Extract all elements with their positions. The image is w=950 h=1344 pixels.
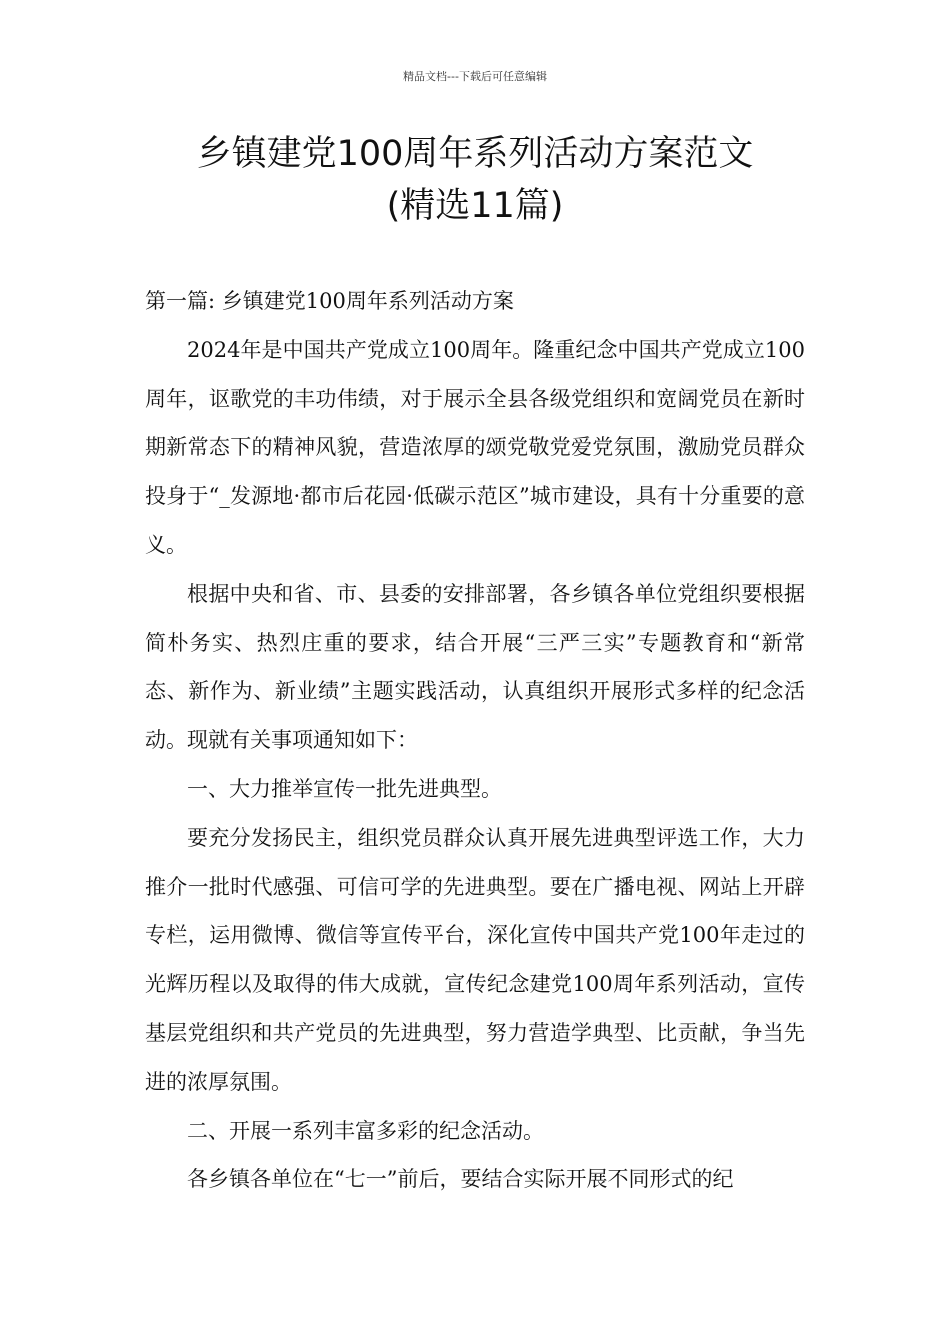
header-note: 精品文档---下载后可任意编辑: [403, 70, 547, 83]
item-heading-1: 一、大力推举宣传一批先进典型。: [187, 776, 502, 801]
paragraph-intro: 2024年是中国共产党成立100周年。隆重纪念中国共产党成立100周年，讴歌党的丰功伟绩，对于展示全县各级党组织和宽阔党员在新时期新常态下的精神风貌，营造浓厚的颂党敬党爱党氛围，激励党员群众投身于“_发源地·都市后花园·低碳示范区”城市建设，具有十分重要的意义。: [145, 337, 805, 557]
document-body: [145, 277, 805, 1204]
section-heading: 第一篇: 乡镇建党100周年系列活动方案: [145, 289, 514, 313]
paragraph-arrangement: 根据中央和省、市、县委的安排部署，各乡镇各单位党组织要根据简朴务实、热烈庄重的要求，结合开展“三严三实”专题教育和“新常态、新作为、新业绩”主题实践活动，认真组织开展形式多样的纪念活动。现就有关事项通知如下：: [145, 581, 805, 753]
item-heading-2: 二、开展一系列丰富多彩的纪念活动。: [187, 1118, 544, 1143]
paragraph-item-2: 各乡镇各单位在“七一”前后，要结合实际开展不同形式的纪: [187, 1167, 734, 1192]
title-line-1: 乡镇建党100周年系列活动方案范文: [196, 134, 754, 174]
document-title: [100, 128, 850, 232]
title-line-2: (精选11篇): [386, 186, 564, 226]
paragraph-item-1: 要充分发扬民主，组织党员群众认真开展先进典型评选工作，大力推介一批时代感强、可信可学的先进典型。要在广播电视、网站上开辟专栏，运用微博、微信等宣传平台，深化宣传中国共产党100年走过的光辉历程以及取得的伟大成就，宣传纪念建党100周年系列活动，宣传基层党组织和共产党员的先进典型，努力营造学典型、比贡献，争当先进的浓厚氛围。: [145, 825, 805, 1094]
